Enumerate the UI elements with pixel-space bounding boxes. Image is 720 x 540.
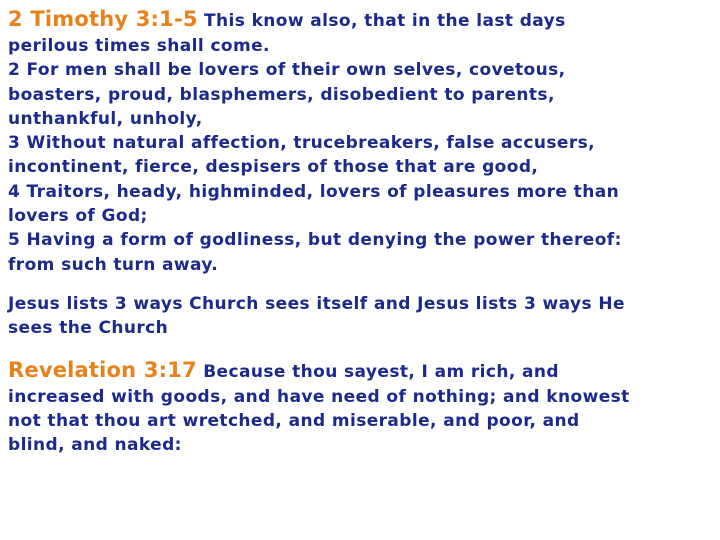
verse-text-line: 5 Having a form of godliness, but denying the power thereof: bbox=[8, 230, 622, 251]
verse-text-line: perilous times shall come. bbox=[8, 36, 270, 56]
summary-text-line: sees the Church bbox=[8, 318, 169, 339]
scripture-reference: Revelation 3:17 bbox=[8, 357, 197, 382]
verse-text-line: increased with goods, and have need of nothing; and knowest bbox=[8, 386, 630, 407]
verse-text-line: 2 For men shall be lovers of their own selves, covetous, bbox=[8, 60, 566, 81]
verse-text-line: unthankful, unholy, bbox=[8, 108, 203, 129]
verse-text-line: boasters, proud, blasphemers, disobedient to parents, bbox=[8, 84, 555, 105]
slide-content bbox=[8, 6, 714, 457]
verse-text-line: from such turn away. bbox=[8, 254, 219, 275]
verse-text-line: incontinent, fierce, despisers of those that are good, bbox=[8, 157, 539, 178]
verse-text-line: lovers of God; bbox=[8, 206, 148, 227]
verse-text-line: Because thou sayest, I am rich, and bbox=[203, 361, 559, 382]
summary-statement bbox=[8, 292, 714, 341]
verse-text-line: 3 Without natural affection, trucebreakers, false accusers, bbox=[8, 133, 595, 154]
verse-text-line: blind, and naked: bbox=[8, 435, 182, 456]
passage-first-line bbox=[8, 357, 714, 385]
summary-text-line: Jesus lists 3 ways Church sees itself and Jesus lists 3 ways He bbox=[8, 293, 625, 314]
scripture-reference: 2 Timothy 3:1-5 bbox=[8, 7, 198, 31]
verse-text-line: not that thou art wretched, and miserable, and poor, and bbox=[8, 410, 580, 431]
verse-text-line: This know also, that in the last days bbox=[204, 11, 566, 31]
verse-text-line: 4 Traitors, heady, highminded, lovers of pleasures more than bbox=[8, 181, 620, 202]
scripture-passage-revelation bbox=[8, 357, 714, 458]
scripture-passage-2-timothy bbox=[8, 6, 714, 277]
passage-first-line bbox=[8, 6, 714, 34]
